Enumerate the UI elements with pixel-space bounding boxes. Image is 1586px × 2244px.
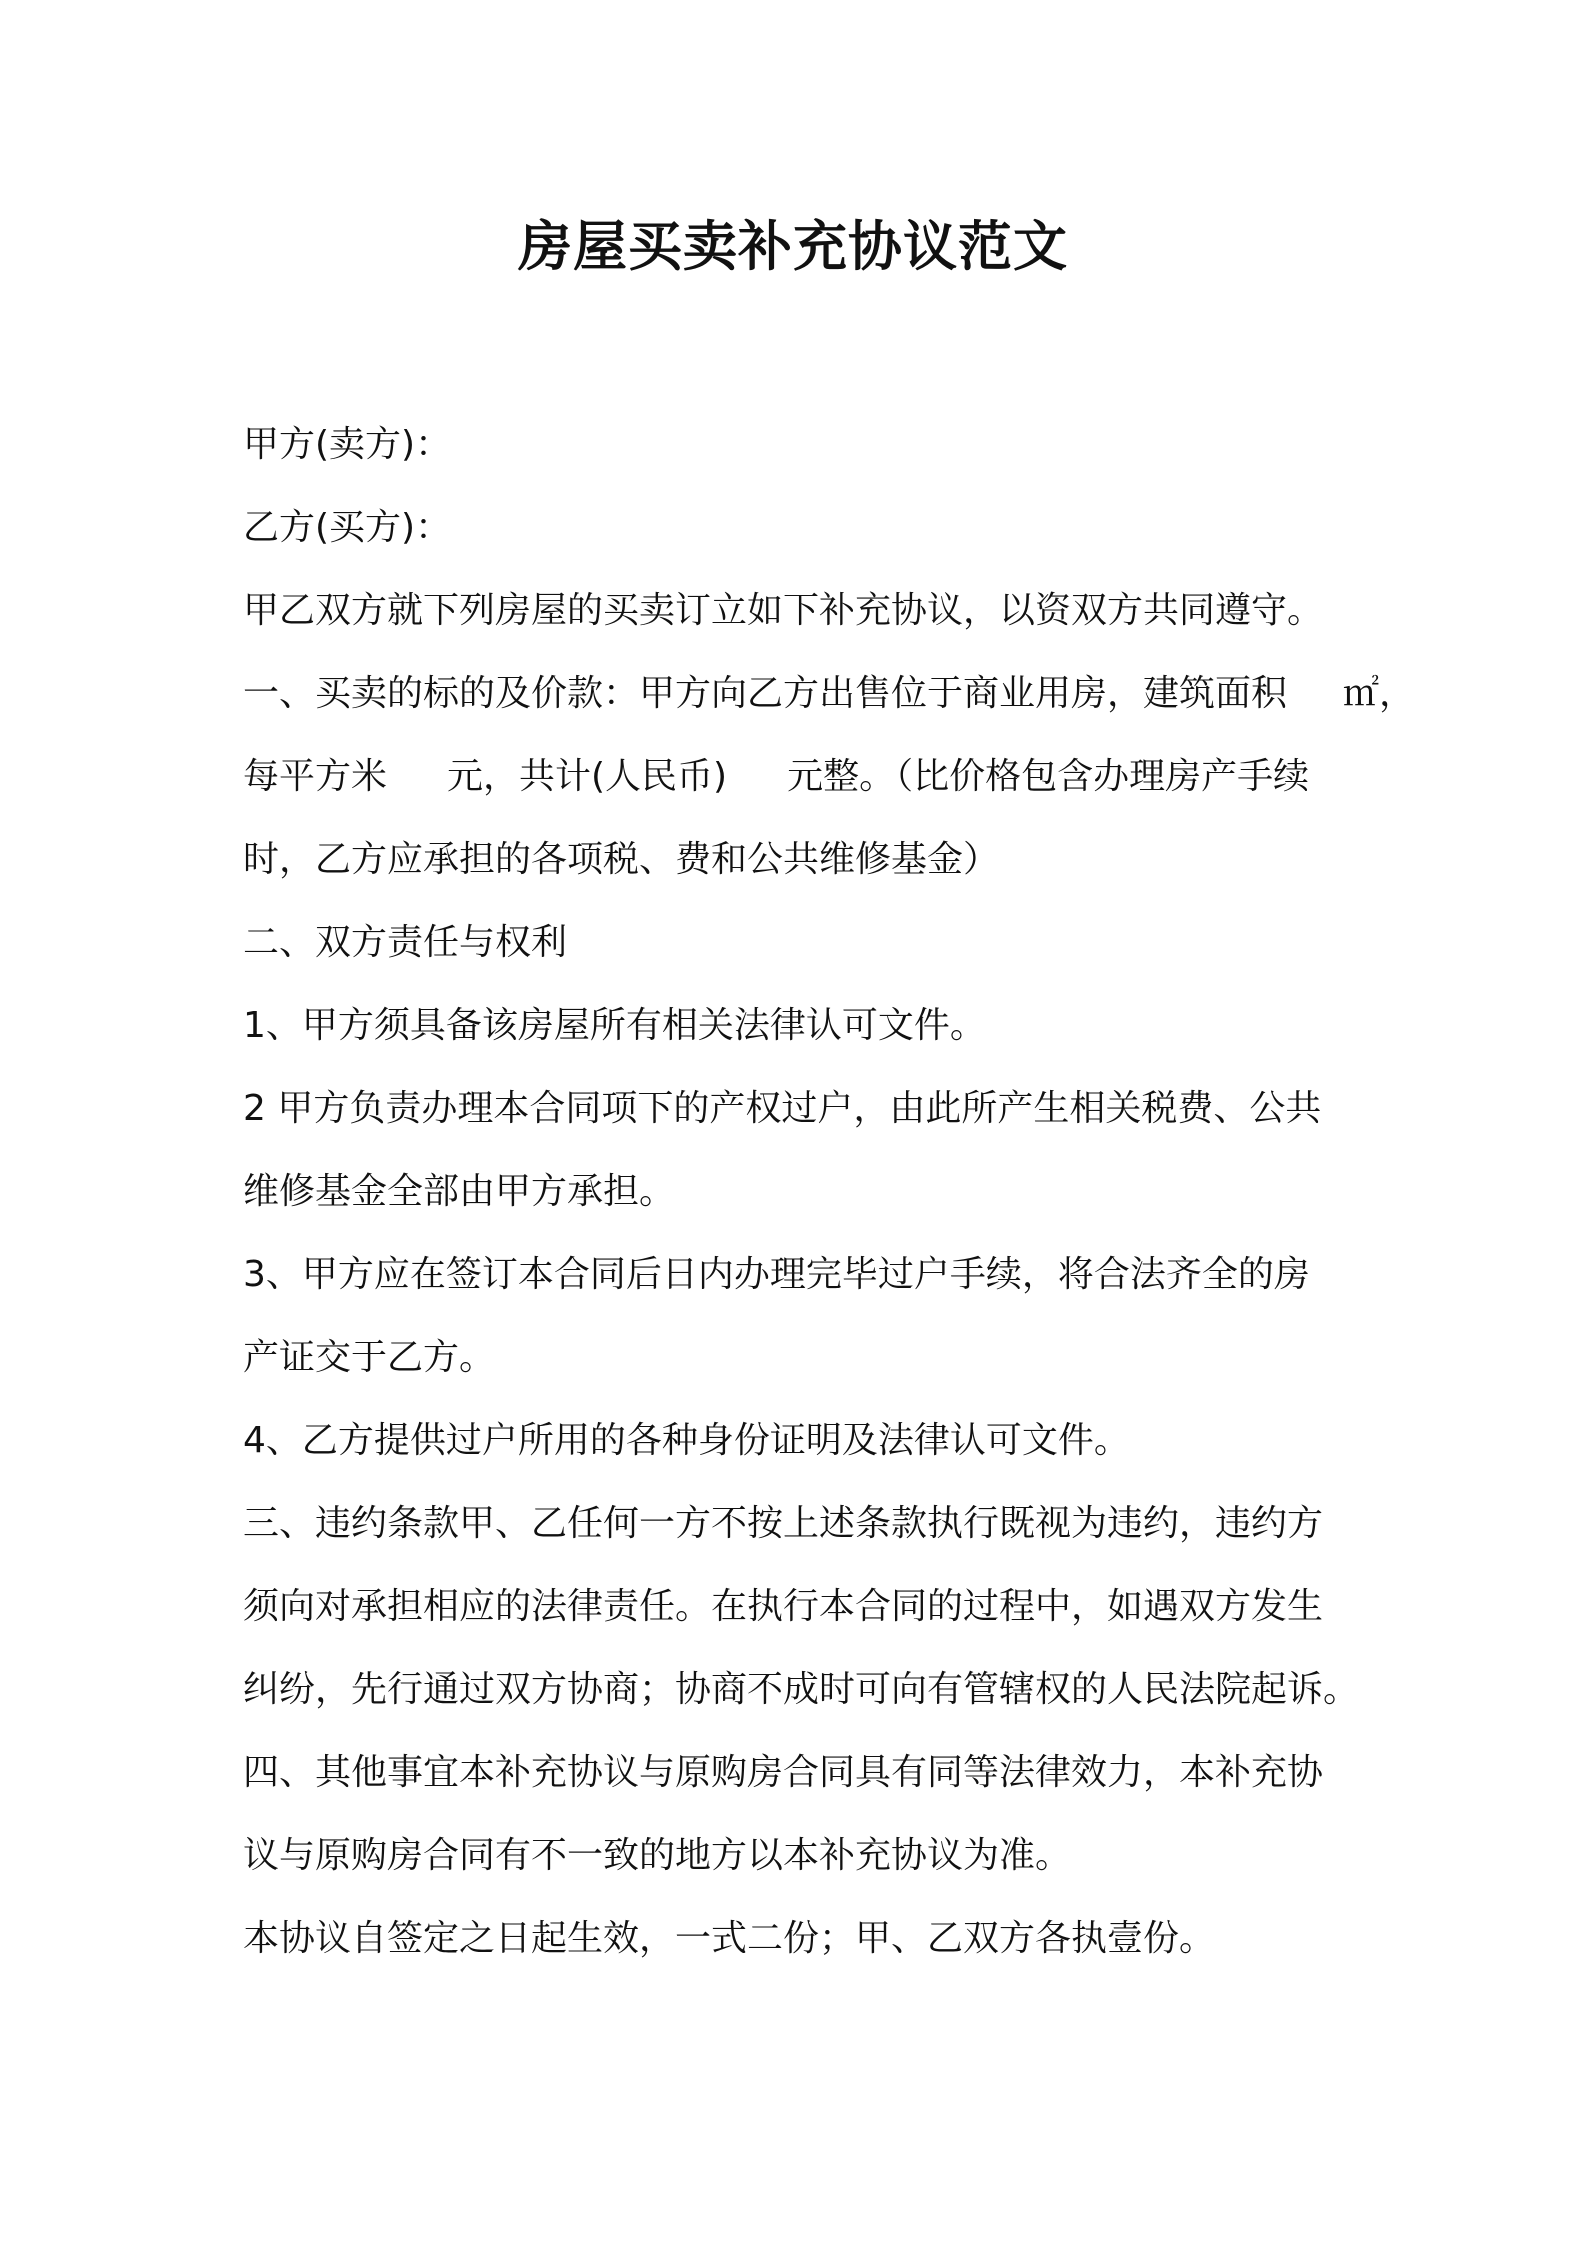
party-a-line: 甲方(卖方)： — [243, 424, 452, 465]
document-title: 房屋买卖补充协议范文 — [518, 215, 1068, 278]
party-b-line: 乙方(买方)： — [243, 507, 452, 548]
item2-line1: 2 甲方负责办理本合同项下的产权过户，由此所产生相关税费、公共 — [243, 1088, 1322, 1129]
clause1-line2-part2: 元，共计(人民币) — [447, 756, 728, 797]
clause1-line1 — [243, 652, 1416, 735]
section3-line2: 须向对承担相应的法律责任。在执行本合同的过程中，如遇双方发生 — [243, 1586, 1324, 1627]
clause1-line2 — [243, 735, 1363, 818]
section2-heading: 二、双方责任与权利 — [243, 922, 568, 963]
item3-line2: 产证交于乙方。 — [243, 1337, 496, 1378]
closing-line: 本协议自签定之日起生效，一式二份；甲、乙双方各执壹份。 — [243, 1918, 1216, 1959]
section4-line2: 议与原购房合同有不一致的地方以本补充协议为准。 — [243, 1835, 1072, 1876]
clause1-line2-part3: 元整。（比价格包含办理房产手续 — [787, 756, 1310, 797]
item3-line1: 3、甲方应在签订本合同后日内办理完毕过户手续，将合法齐全的房 — [243, 1254, 1310, 1295]
clause1-line1-text: 一、买卖的标的及价款：甲方向乙方出售位于商业用房，建筑面积 — [243, 673, 1288, 714]
section3-line1: 三、违约条款甲、乙任何一方不按上述条款执行既视为违约，违约方 — [243, 1503, 1324, 1544]
intro-paragraph: 甲乙双方就下列房屋的买卖订立如下补充协议，以资双方共同遵守。 — [243, 590, 1324, 631]
clause1-line2-part1: 每平方米 — [243, 756, 388, 797]
area-unit: ㎡， — [1343, 673, 1416, 714]
item1-line: 1、甲方须具备该房屋所有相关法律认可文件。 — [243, 1005, 986, 1046]
section4-line1: 四、其他事宜本补充协议与原购房合同具有同等法律效力，本补充协 — [243, 1752, 1324, 1793]
item2-line2: 维修基金全部由甲方承担。 — [243, 1171, 676, 1212]
section3-line3: 纠纷，先行通过双方协商；协商不成时可向有管辖权的人民法院起诉。 — [243, 1669, 1360, 1710]
item4-line: 4、乙方提供过户所用的各种身份证明及法律认可文件。 — [243, 1420, 1130, 1461]
document-body — [243, 403, 1416, 1980]
clause1-line3: 时，乙方应承担的各项税、费和公共维修基金） — [243, 839, 1000, 880]
